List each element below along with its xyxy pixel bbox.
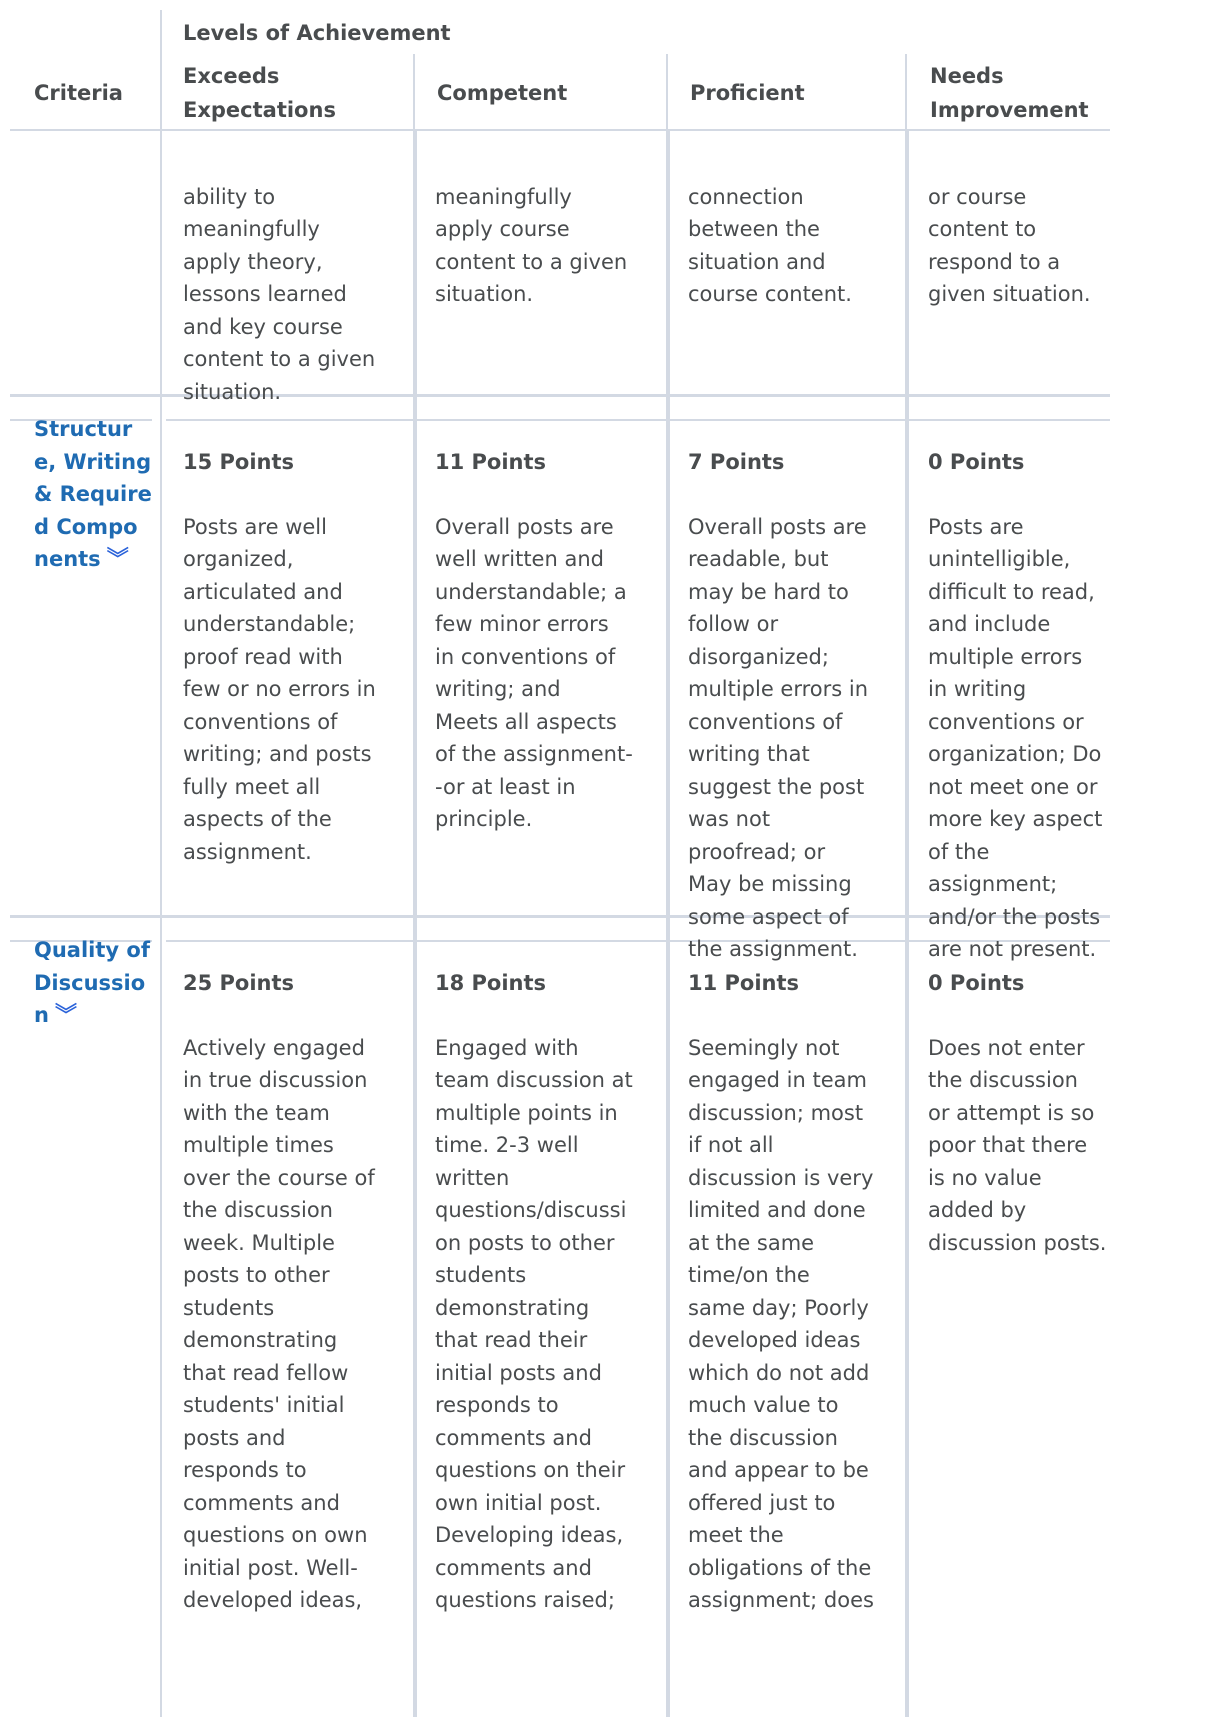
divider [666,54,668,129]
cell-description: Posts are well organized, articulated and understandable; proof read with few or no errors in conventions of writing; and posts fully meet all aspects of the assignment. [183,514,376,864]
cell-description: Seemingly not engaged in team discussion; most if not all discussion is very limited and done at the same time/on the same day; Poorly developed ideas which do not add much value to the discussion and appear to be offered just to meet the obligations of the assignment; does [688,1035,874,1612]
criterion-quality-of-discussion[interactable] [34,934,152,1033]
rubric-table [10,0,1227,1717]
divider [10,394,1110,397]
level-header-needs-improvement: Needs Improvement [930,64,1089,122]
cell-description: Does not enter the discussion or attempt is so poor that there is no value added by discussion posts. [928,1035,1107,1255]
criterion-label[interactable]: Structure, Writing & Required Components [34,417,152,571]
cell-description: Overall posts are readable, but may be hard to follow or disorganized; multiple errors in conventions of writing that suggest the post was not proofread; or May be missing some aspect of the assignment. [688,514,869,961]
rubric-cell [435,413,653,836]
cell-description: Engaged with team discussion at multiple points in time. 2-3 well written questions/discussi on posts to other students demonstrating that read their initial posts and responds to comments and questions on their own initial post. Developing ideas, comments and questions raised; [435,1035,633,1612]
rubric-cell [183,413,401,868]
level-header-exceeds-expectations: Exceeds Expectations [183,64,336,122]
cell-points: 0 Points [928,970,1025,995]
divider [905,54,907,129]
criteria-header: Criteria [34,81,123,105]
cell-description: or course content to respond to a given situation. [928,184,1091,306]
cell-points: 15 Points [183,449,295,474]
rubric-cell [928,148,1128,311]
cell-description: Overall posts are well written and understandable; a few minor errors in conventions of writing; and Meets all aspects of the assignment- -or at least in principle. [435,514,633,831]
cell-description: Actively engaged in true discussion with the team multiple times over the course of the discussion week. Multiple posts to other students demonstrating that read fellow students' initial posts and responds to comments and questions on own initial post. Well- developed ideas, [183,1035,375,1612]
rubric-cell [688,148,888,311]
cell-points: 25 Points [183,970,295,995]
rubric-cell [183,934,401,1617]
criterion-label[interactable]: Quality of Discussion [34,938,150,1027]
rubric-cell [183,148,401,408]
rubric-cell [435,148,653,311]
rubric-cell [688,413,888,966]
level-header-proficient: Proficient [690,81,805,105]
divider [666,131,670,1717]
cell-points: 11 Points [688,970,800,995]
double-chevron-down-icon[interactable]: ︾ [54,1003,77,1028]
cell-description: ability to meaningfully apply theory, lessons learned and key course content to a given situation. [183,184,376,404]
cell-points: 0 Points [928,449,1025,474]
cell-description: connection between the situation and course content. [688,184,852,306]
divider [905,131,909,1717]
cell-description: meaningfully apply course content to a given situation. [435,184,628,306]
cell-points: 11 Points [435,449,547,474]
level-header-competent: Competent [437,81,568,105]
rubric-cell [435,934,653,1617]
cell-description: Posts are unintelligible, difficult to read, and include multiple errors in writing conventions or organization; Do not meet one or more key aspect of the assignment; and/or the posts are not present. [928,514,1103,961]
cell-points: 7 Points [688,449,785,474]
rubric-cell [928,413,1128,966]
divider [413,131,417,1717]
rubric-cell [688,934,888,1617]
levels-of-achievement-header: Levels of Achievement [183,21,451,45]
criterion-structure-writing[interactable] [34,413,152,577]
divider [10,129,1110,131]
cell-points: 18 Points [435,970,547,995]
double-chevron-down-icon[interactable]: ︾ [106,547,129,572]
divider [413,54,415,129]
divider [160,10,162,1717]
rubric-cell [928,934,1128,1259]
